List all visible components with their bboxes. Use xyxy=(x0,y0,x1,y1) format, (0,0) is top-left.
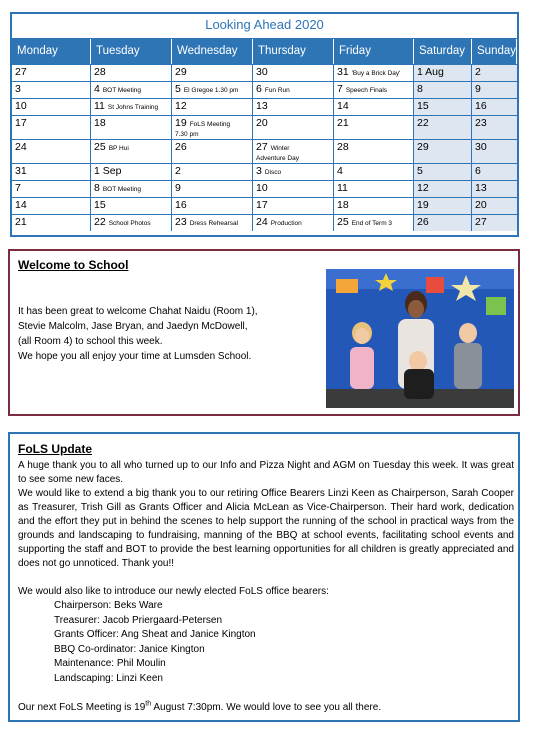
office-bearer: Treasurer: Jacob Priergaard-Petersen xyxy=(54,614,223,626)
day-number: 20 xyxy=(256,117,268,129)
calendar-body xyxy=(12,64,517,231)
calendar-day-cell xyxy=(334,215,414,231)
calendar-day-cell xyxy=(414,215,472,231)
day-number: 6 xyxy=(256,83,262,95)
day-number: 9 xyxy=(175,182,181,194)
event-label: School Photos xyxy=(108,220,151,227)
day-number: 7 xyxy=(15,182,21,194)
day-number: 12 xyxy=(417,182,429,194)
calendar-day-cell xyxy=(334,65,414,81)
day-number: 23 xyxy=(175,216,187,228)
calendar-day-cell xyxy=(12,198,91,214)
event-label-continued: 7.30 pm xyxy=(175,131,199,138)
day-number: 24 xyxy=(256,216,268,228)
calendar-day-cell xyxy=(91,215,172,231)
students-photo-image xyxy=(326,269,514,408)
day-number: 21 xyxy=(15,216,27,228)
calendar-day-cell xyxy=(414,82,472,98)
day-number: 19 xyxy=(417,199,429,211)
calendar-day-cell xyxy=(253,181,334,197)
calendar-day-cell xyxy=(91,181,172,197)
fols-title: FoLS Update xyxy=(18,442,92,456)
welcome-line: It has been great to welcome Chahat Naidu (Room 1), xyxy=(18,306,258,317)
calendar-week-row xyxy=(12,98,517,115)
day-number: 17 xyxy=(15,117,27,129)
day-number: 5 xyxy=(417,165,423,177)
calendar-day-cell xyxy=(334,99,414,115)
day-number: 22 xyxy=(94,216,106,228)
calendar-week-row xyxy=(12,180,517,197)
day-number: 29 xyxy=(175,66,187,78)
calendar-week-row xyxy=(12,163,517,180)
calendar-day-cell xyxy=(472,181,517,197)
calendar-day-cell xyxy=(12,140,91,163)
day-number: 25 xyxy=(94,141,106,153)
day-number: 16 xyxy=(175,199,187,211)
calendar-header-row xyxy=(12,39,517,64)
day-header-tuesday: Tuesday xyxy=(91,39,172,64)
calendar-day-cell xyxy=(414,116,472,139)
day-number: 6 xyxy=(475,165,481,177)
event-label: 'Buy a Brick Day' xyxy=(351,70,401,77)
day-number: 27 xyxy=(256,141,268,153)
event-label: Speech Finals xyxy=(345,87,388,94)
day-header-thursday: Thursday xyxy=(253,39,334,64)
day-number: 2 xyxy=(175,165,181,177)
day-number: 31 xyxy=(337,66,349,78)
calendar-day-cell xyxy=(414,181,472,197)
day-number: 31 xyxy=(15,165,27,177)
calendar-day-cell xyxy=(414,140,472,163)
day-number: 17 xyxy=(256,199,268,211)
day-number: 4 xyxy=(337,165,343,177)
event-label: St Johns Training xyxy=(107,104,159,111)
calendar-week-row xyxy=(12,81,517,98)
fols-paragraph: A huge thank you to all who turned up to our Info and Pizza Night and AGM on Tuesday this week. It was great to see some new faces. xyxy=(18,460,514,485)
day-number: 13 xyxy=(475,182,487,194)
fols-section xyxy=(8,432,520,722)
calendar-day-cell xyxy=(334,82,414,98)
calendar-day-cell xyxy=(172,164,253,180)
calendar-day-cell xyxy=(253,215,334,231)
calendar xyxy=(10,12,519,237)
fols-paragraph: We would like to extend a big thank you to our retiring Office Bearers Linzi Keen as Chairperson, Sarah Cooper as Treasurer, Trish Gill as Grants Officer and Alicia McLean as Vice-Chairperson. Their hard work, dedication and the effort they put in behind the scenes to help support the running of the school in practical ways from the grounds and landscaping to fundraising, manning of the BBQ at school events, facilitating school events and supporting the staff and BOT to provide the best learning opportunities for all children is greatly appreciated and does not go unnoticed. Thank you!! xyxy=(18,488,514,569)
event-label: Disco xyxy=(264,169,282,176)
closing-text-end: August 7:30pm. We would love to see you all there. xyxy=(151,701,382,713)
day-number: 5 xyxy=(175,83,181,95)
calendar-day-cell xyxy=(253,140,334,163)
calendar-day-cell xyxy=(472,116,517,139)
calendar-day-cell xyxy=(12,181,91,197)
day-number: 19 xyxy=(175,117,187,129)
day-number: 20 xyxy=(475,199,487,211)
day-number: 1 Aug xyxy=(417,66,444,78)
calendar-day-cell xyxy=(172,198,253,214)
calendar-week-row xyxy=(12,64,517,81)
day-number: 26 xyxy=(417,216,429,228)
calendar-day-cell xyxy=(334,181,414,197)
day-number: 27 xyxy=(475,216,487,228)
calendar-day-cell xyxy=(472,140,517,163)
calendar-title: Looking Ahead 2020 xyxy=(12,14,517,39)
day-number: 14 xyxy=(337,100,349,112)
calendar-day-cell xyxy=(253,198,334,214)
event-label: Dress Rehearsal xyxy=(189,220,239,227)
welcome-title: Welcome to School xyxy=(18,258,129,272)
event-label: Fun Run xyxy=(264,87,290,94)
day-number: 11 xyxy=(94,100,105,112)
office-bearer: Grants Officer: Ang Sheat and Janice Kington xyxy=(54,629,256,641)
calendar-day-cell xyxy=(472,215,517,231)
event-label: End of Term 3 xyxy=(351,220,393,227)
day-number: 30 xyxy=(475,141,487,153)
closing-text: Our next FoLS Meeting is 19 xyxy=(18,701,146,713)
calendar-day-cell xyxy=(414,164,472,180)
calendar-day-cell xyxy=(91,116,172,139)
calendar-day-cell xyxy=(472,82,517,98)
day-number: 18 xyxy=(337,199,349,211)
calendar-day-cell xyxy=(12,99,91,115)
calendar-day-cell xyxy=(172,116,253,139)
day-number: 18 xyxy=(94,117,106,129)
event-label: Production xyxy=(270,220,302,227)
day-number: 24 xyxy=(15,141,27,153)
calendar-day-cell xyxy=(91,82,172,98)
day-number: 22 xyxy=(417,117,429,129)
day-number: 30 xyxy=(256,66,268,78)
calendar-day-cell xyxy=(172,140,253,163)
calendar-day-cell xyxy=(334,198,414,214)
calendar-day-cell xyxy=(334,164,414,180)
welcome-text xyxy=(18,304,318,364)
day-number: 14 xyxy=(15,199,27,211)
calendar-day-cell xyxy=(172,82,253,98)
welcome-line: Stevie Malcolm, Jase Bryan, and Jaedyn McDowell, xyxy=(18,321,248,332)
day-header-sunday: Sunday xyxy=(472,39,517,64)
day-number: 28 xyxy=(337,141,349,153)
event-label: FoLS Meeting xyxy=(189,121,231,128)
calendar-day-cell xyxy=(12,82,91,98)
day-header-saturday: Saturday xyxy=(414,39,472,64)
office-bearer: Landscaping: Linzi Keen xyxy=(54,672,163,684)
calendar-day-cell xyxy=(414,65,472,81)
calendar-day-cell xyxy=(12,164,91,180)
day-number: 12 xyxy=(175,100,187,112)
day-header-monday: Monday xyxy=(12,39,91,64)
calendar-day-cell xyxy=(253,65,334,81)
day-number: 21 xyxy=(337,117,349,129)
calendar-day-cell xyxy=(12,215,91,231)
welcome-line: We hope you all enjoy your time at Lumsden School. xyxy=(18,351,252,362)
calendar-day-cell xyxy=(253,99,334,115)
event-label: Winter xyxy=(270,145,290,152)
calendar-week-row xyxy=(12,115,517,139)
calendar-day-cell xyxy=(91,99,172,115)
day-number: 29 xyxy=(417,141,429,153)
calendar-day-cell xyxy=(472,164,517,180)
fols-paragraph: We would also like to introduce our newly elected FoLS office bearers: xyxy=(18,586,329,597)
day-number: 1 Sep xyxy=(94,165,122,177)
calendar-day-cell xyxy=(91,198,172,214)
closing-sup: th xyxy=(145,700,152,708)
calendar-day-cell xyxy=(334,116,414,139)
day-number: 25 xyxy=(337,216,349,228)
office-bearer: Chairperson: Beks Ware xyxy=(54,600,163,611)
day-number: 7 xyxy=(337,83,343,95)
calendar-day-cell xyxy=(172,99,253,115)
day-number: 3 xyxy=(15,83,21,95)
day-number: 3 xyxy=(256,165,262,177)
students-photo xyxy=(326,269,514,408)
calendar-day-cell xyxy=(91,65,172,81)
day-header-friday: Friday xyxy=(334,39,414,64)
day-number: 8 xyxy=(94,182,100,194)
calendar-week-row xyxy=(12,197,517,214)
calendar-day-cell xyxy=(172,215,253,231)
calendar-week-row xyxy=(12,214,517,231)
calendar-day-cell xyxy=(12,116,91,139)
day-number: 28 xyxy=(94,66,106,78)
calendar-day-cell xyxy=(91,140,172,163)
day-number: 9 xyxy=(475,83,481,95)
calendar-day-cell xyxy=(91,164,172,180)
calendar-day-cell xyxy=(472,99,517,115)
day-number: 2 xyxy=(475,66,481,78)
calendar-day-cell xyxy=(472,198,517,214)
day-number: 13 xyxy=(256,100,268,112)
event-label: El Gregoe 1.30 pm xyxy=(183,87,239,94)
day-number: 8 xyxy=(417,83,423,95)
office-bearer: BBQ Co-ordinator: Janice Kington xyxy=(54,643,205,655)
day-number: 16 xyxy=(475,100,487,112)
calendar-day-cell xyxy=(253,164,334,180)
day-header-wednesday: Wednesday xyxy=(172,39,253,64)
calendar-day-cell xyxy=(253,116,334,139)
calendar-day-cell xyxy=(414,99,472,115)
calendar-day-cell xyxy=(414,198,472,214)
day-number: 4 xyxy=(94,83,100,95)
calendar-day-cell xyxy=(12,65,91,81)
welcome-line: (all Room 4) to school this week. xyxy=(18,336,163,347)
calendar-day-cell xyxy=(334,140,414,163)
day-number: 27 xyxy=(15,66,27,78)
day-number: 15 xyxy=(417,100,429,112)
day-number: 26 xyxy=(175,141,187,153)
calendar-day-cell xyxy=(472,65,517,81)
event-label: BOT Meeting xyxy=(102,186,142,193)
day-number: 10 xyxy=(15,100,27,112)
event-label: BOT Meeting xyxy=(102,87,142,94)
fols-body xyxy=(18,459,514,715)
event-label-continued: Adventure Day xyxy=(256,155,299,162)
day-number: 23 xyxy=(475,117,487,129)
day-number: 11 xyxy=(337,182,348,194)
calendar-day-cell xyxy=(172,181,253,197)
day-number: 10 xyxy=(256,182,268,194)
office-bearer: Maintenance: Phil Moulin xyxy=(54,658,166,670)
fols-closing xyxy=(18,701,514,715)
calendar-day-cell xyxy=(253,82,334,98)
event-label: BP Hui xyxy=(108,145,129,152)
welcome-section xyxy=(8,249,520,416)
day-number: 15 xyxy=(94,199,106,211)
calendar-week-row xyxy=(12,139,517,163)
calendar-day-cell xyxy=(172,65,253,81)
